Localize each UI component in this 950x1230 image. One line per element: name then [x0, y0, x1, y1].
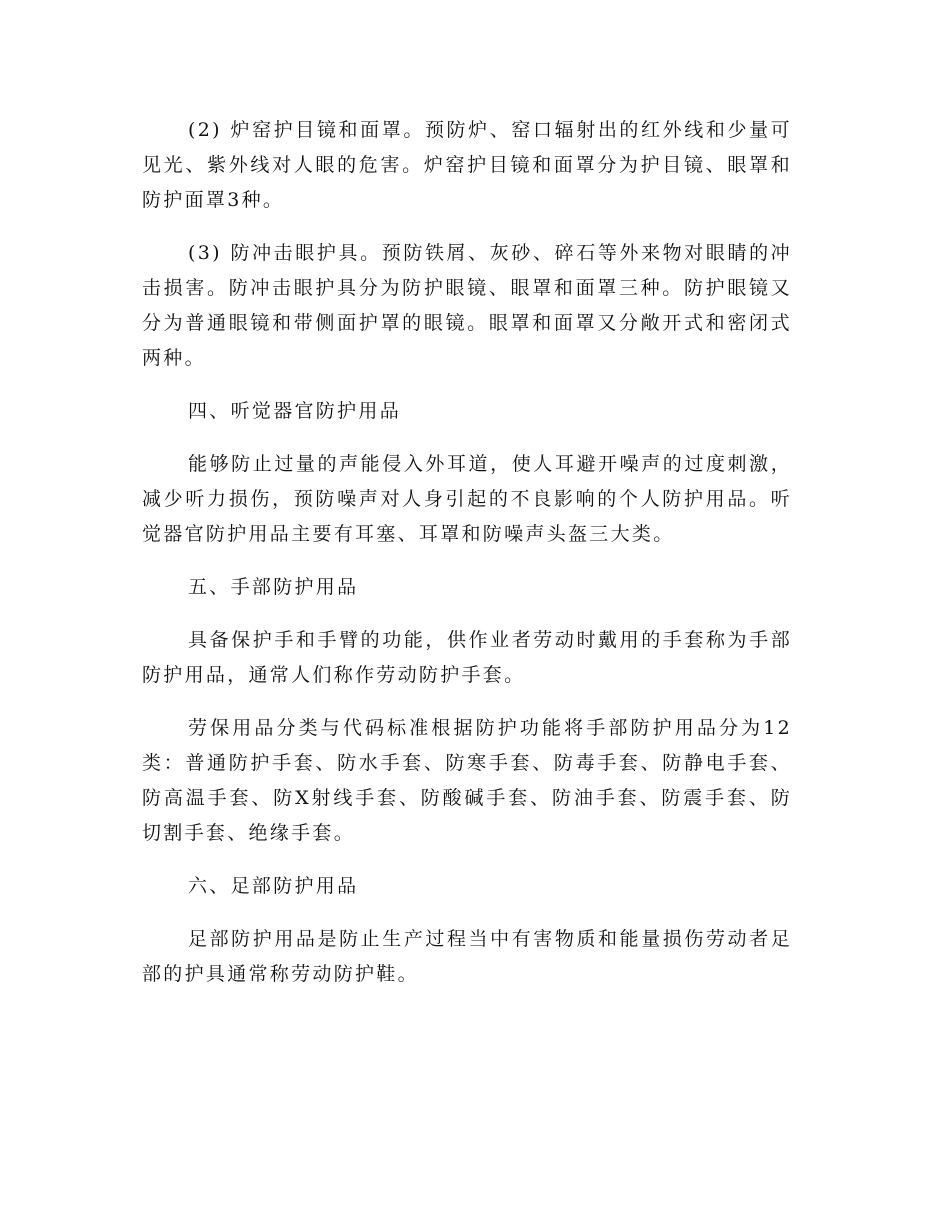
- paragraph-hearing-protection: 能够防止过量的声能侵入外耳道，使人耳避开噪声的过度刺激，减少听力损伤，预防噪声对人身引起的不良影响的个人防护用品。听觉器官防护用品主要有耳塞、耳罩和防噪声头盔三大类。: [142, 453, 792, 545]
- paragraph-glove-categories: 劳保用品分类与代码标准根据防护功能将手部防护用品分为12类：普通防护手套、防水手套、防寒手套、防毒手套、防静电手套、防高温手套、防X射线手套、防酸碱手套、防油手套、防震手套、防切割手套、绝缘手套。: [142, 717, 792, 844]
- section-heading-hearing: 四、听觉器官防护用品: [188, 400, 402, 422]
- paragraph-impact-eye-protection: (3) 防冲击眼护具。预防铁屑、灰砂、碎石等外来物对眼睛的冲击损害。防冲击眼护具分为防护眼镜、眼罩和面罩三种。防护眼镜又分为普通眼镜和带侧面护罩的眼镜。眼罩和面罩又分敞开式和密闭式两种。: [142, 242, 792, 369]
- section-heading-foot: 六、足部防护用品: [188, 875, 359, 897]
- paragraph-foot-protection: 足部防护用品是防止生产过程当中有害物质和能量损伤劳动者足部的护具通常称劳动防护鞋。: [142, 928, 792, 985]
- paragraph-furnace-goggles: (2) 炉窑护目镜和面罩。预防炉、窑口辐射出的红外线和少量可见光、紫外线对人眼的危害。炉窑护目镜和面罩分为护目镜、眼罩和防护面罩3种。: [142, 119, 792, 211]
- document-body: [142, 113, 792, 1010]
- paragraph-hand-protection: 具备保护手和手臂的功能，供作业者劳动时戴用的手套称为手部防护用品，通常人们称作劳动防护手套。: [142, 629, 792, 686]
- section-heading-hand: 五、手部防护用品: [188, 576, 359, 598]
